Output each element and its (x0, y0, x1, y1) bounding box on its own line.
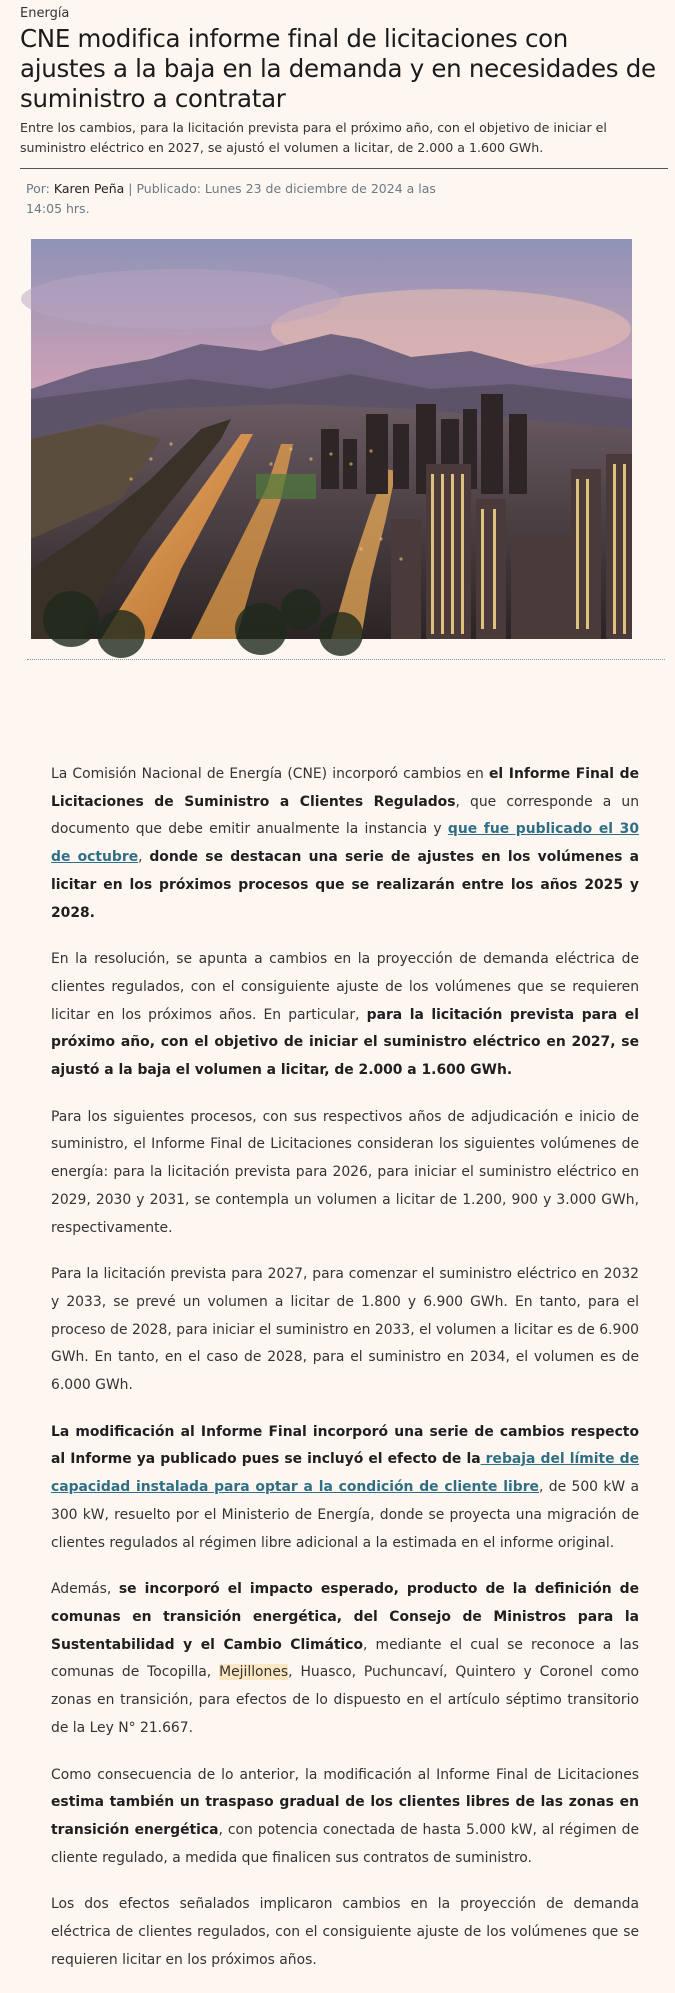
article-subtitle: Entre los cambios, para la licitación prevista para el próximo año, con el objetivo de iniciar el suministro eléctrico en 2027, se ajustó el volumen a licitar, de 2.000 a 1.600 GWh. (20, 120, 607, 155)
byline-by-label: Por: (26, 181, 54, 196)
paragraph-2-text-1: En la resolución, se apunta a cambios en la proyección de demanda eléctrica de clientes regulados, con el consiguiente ajuste de los volúmenes que se requieren licitar en los próximos años. En particular, (51, 951, 639, 1023)
paragraph-2 (51, 946, 639, 1085)
link-rebaja-limite-capacidad[interactable]: rebaja del límite de capacidad instalada para optar a la condición de cliente libre (51, 1451, 639, 1496)
byline-separator: | (124, 181, 137, 196)
paragraph-1-bold-2: donde se destacan una serie de ajustes en los volúmenes a licitar en los próximos procesos que se realizarán entre los años 2025 y 2028. (51, 849, 639, 921)
byline-date: Lunes 23 de diciembre de 2024 a las 14:05 hrs. (26, 181, 436, 216)
paragraph-3: Para los siguientes procesos, con sus respectivos años de adjudicación e inicio de suministro, el Informe Final de Licitaciones consideran los siguientes volúmenes de energía: para la licitación prevista para 2026, para iniciar el suministro eléctrico en 2029, 2030 y 2031, se contempla un volumen a licitar de 1.200, 900 y 3.000 GWh, respectivamente. (51, 1108, 639, 1236)
byline-author[interactable]: Karen Peña (53, 181, 125, 196)
paragraph-1 (51, 761, 639, 927)
header-divider (20, 168, 668, 169)
highlight-mejillones[interactable]: Mejillones (219, 1664, 289, 1681)
paragraph-6-text-1: Además, (51, 1581, 119, 1598)
paragraph-1-text-1: La Comisión Nacional de Energía (CNE) incorporó cambios en (51, 766, 489, 782)
byline-published-label: Publicado: (136, 181, 205, 196)
paragraph-6-text-2: , mediante el cual se reconoce a las comunas de Tocopilla, (51, 1636, 639, 1681)
paragraph-1-bold-1: el Informe Final de Licitaciones de Suministro a Clientes Regulados (51, 766, 640, 810)
paragraph-1-text-2: , que corresponde a un documento que debe emitir anualmente la instancia y (51, 793, 639, 838)
paragraph-6-text-3: , Huasco, Puchuncaví, Quintero y Coronel como zonas en transición, para efectos de lo dispuesto en el artículo séptimo transitorio de la Ley N° 21.667. (51, 1664, 639, 1736)
paragraph-8: Los dos efectos señalados implicaron cambios en la proyección de demanda eléctrica de clientes regulados, con el consiguiente ajuste de los volúmenes que se requieren licitar en los próximos años. (51, 1896, 639, 1968)
paragraph-6-bold-1: se incorporó el impacto esperado, producto de la definición de comunas en transición energética, del Consejo de Ministros para la Sustentabilidad y el Cambio Climático (51, 1581, 640, 1653)
image-caption-divider (27, 659, 665, 660)
paragraph-7-text-2: , con potencia conectada de hasta 5.000 kW, al régimen de cliente regulado, a medida que finalicen sus contratos de suministro. (51, 1821, 640, 1866)
article-title: CNE modifica informe final de licitaciones con ajustes a la baja en la demanda y en necesidades de suministro a contratar (20, 24, 656, 113)
city-skyline-illustration (31, 239, 632, 639)
paragraph-2-bold-1: para la licitación prevista para el próximo año, con el objetivo de iniciar el suministro eléctrico en 2027, se ajustó a la baja el volumen a licitar, de 2.000 a 1.600 GWh. (51, 1006, 639, 1079)
paragraph-5 (51, 1419, 639, 1558)
link-publicado-30-octubre[interactable]: que fue publicado el 30 de octubre (51, 821, 639, 866)
paragraph-4: Para la licitación prevista para 2027, para comenzar el suministro eléctrico en 2032 y 2033, se prevé un volumen a licitar de 1.800 y 6.900 GWh. En tanto, para el proceso de 2028, para iniciar el suministro en 2033, el volumen a licitar es de 6.900 GWh. En tanto, en el caso de 2028, para el suministro en 2034, el volumen es de 6.000 GWh. (51, 1266, 639, 1394)
paragraph-6 (51, 1576, 639, 1742)
paragraph-1-text-3: , (138, 849, 150, 866)
paragraph-7-bold-1: estima también un traspaso gradual de los clientes libres de las zonas en transición energética (51, 1794, 639, 1838)
section-label[interactable]: Energía (20, 6, 70, 21)
byline (26, 179, 446, 219)
hero-image (31, 239, 632, 639)
paragraph-7-text-1: Como consecuencia de lo anterior, la modificación al Informe Final de Licitaciones (51, 1766, 639, 1783)
paragraph-7 (51, 1762, 639, 1873)
paragraph-5-bold-1: La modificación al Informe Final incorporó una serie de cambios respecto al Informe ya publicado pues se incluyó el efecto de la (51, 1423, 639, 1468)
article-body (51, 761, 639, 1993)
paragraph-5-text-1: , de 500 kW a 300 kW, resuelto por el Ministerio de Energía, donde se proyecta una migración de clientes regulados al régimen libre adicional a la estimada en el informe original. (51, 1479, 639, 1551)
